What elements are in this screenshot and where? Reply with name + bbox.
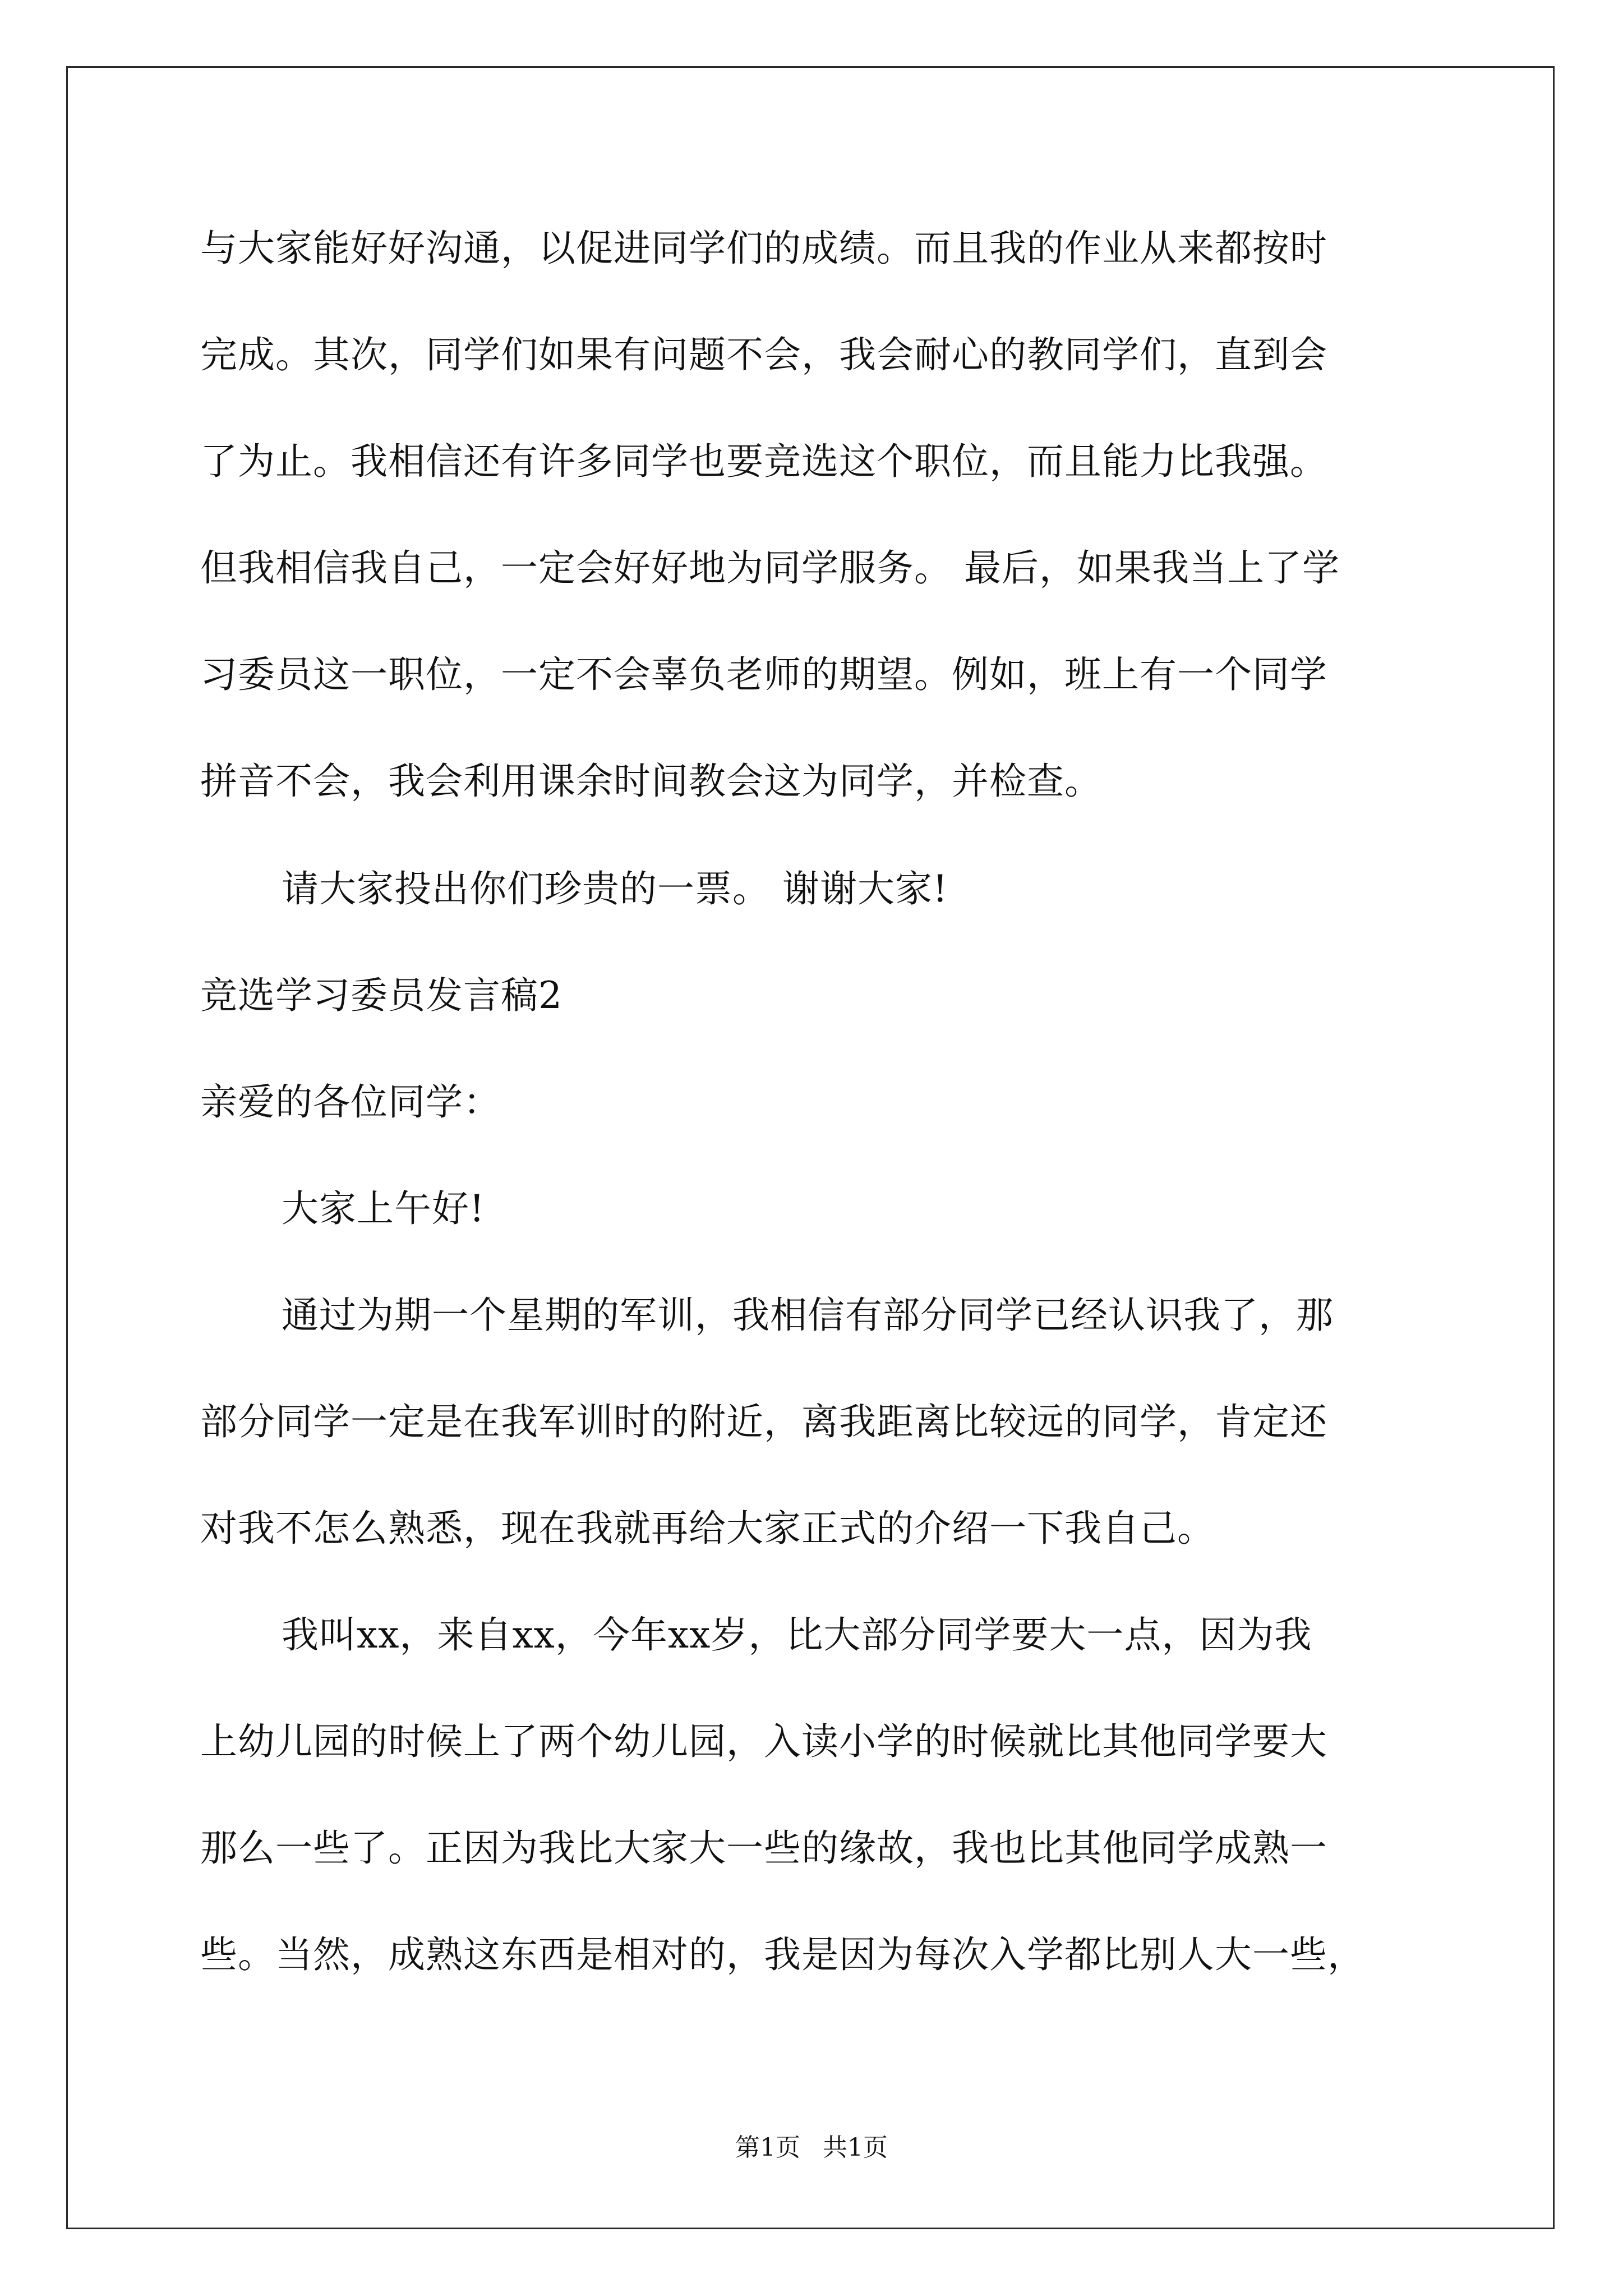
body-line-14: 我叫xx，来自xx，今年xx岁，比大部分同学要大一点，因为我 <box>282 1613 1312 1657</box>
closing-line: 请大家投出你们珍贵的一票。 谢谢大家! <box>282 867 948 910</box>
body-line-12: 部分同学一定是在我军训时的附近，离我距离比较远的同学，肯定还 <box>200 1400 1327 1443</box>
body-line-3: 了为止。我相信还有许多同学也要竞选这个职位，而且能力比我强。 <box>200 440 1327 483</box>
section-title: 竞选学习委员发言稿2 <box>200 974 562 1017</box>
page-total: 共1页 <box>823 2133 888 2162</box>
body-line-2: 完成。其次，同学们如果有问题不会，我会耐心的教同学们，直到会 <box>200 333 1327 376</box>
body-line-11: 通过为期一个星期的军训，我相信有部分同学已经认识我了，那 <box>282 1294 1334 1337</box>
body-line-4: 但我相信我自己，一定会好好地为同学服务。 最后，如果我当上了学 <box>200 546 1340 590</box>
body-line-1: 与大家能好好沟通，以促进同学们的成绩。而且我的作业从来都按时 <box>200 227 1327 270</box>
body-line-5: 习委员这一职位，一定不会辜负老师的期望。例如，班上有一个同学 <box>200 653 1327 696</box>
body-line-15: 上幼儿园的时候上了两个幼儿园，入读小学的时候就比其他同学要大 <box>200 1720 1327 1763</box>
page-footer <box>0 2133 1623 2162</box>
salutation: 亲爱的各位同学： <box>200 1080 501 1124</box>
body-line-16: 那么一些了。正因为我比大家大一些的缘故，我也比其他同学成熟一 <box>200 1826 1327 1870</box>
page-border <box>66 66 1555 2229</box>
body-line-6: 拼音不会，我会利用课余时间教会这为同学，并检查。 <box>200 760 1102 803</box>
body-line-13: 对我不怎么熟悉，现在我就再给大家正式的介绍一下我自己。 <box>200 1507 1215 1550</box>
body-line-17: 些。当然，成熟这东西是相对的，我是因为每次入学都比别人大一些， <box>200 1933 1365 1976</box>
greeting: 大家上午好! <box>282 1187 485 1230</box>
page-number: 第1页 <box>735 2133 800 2162</box>
